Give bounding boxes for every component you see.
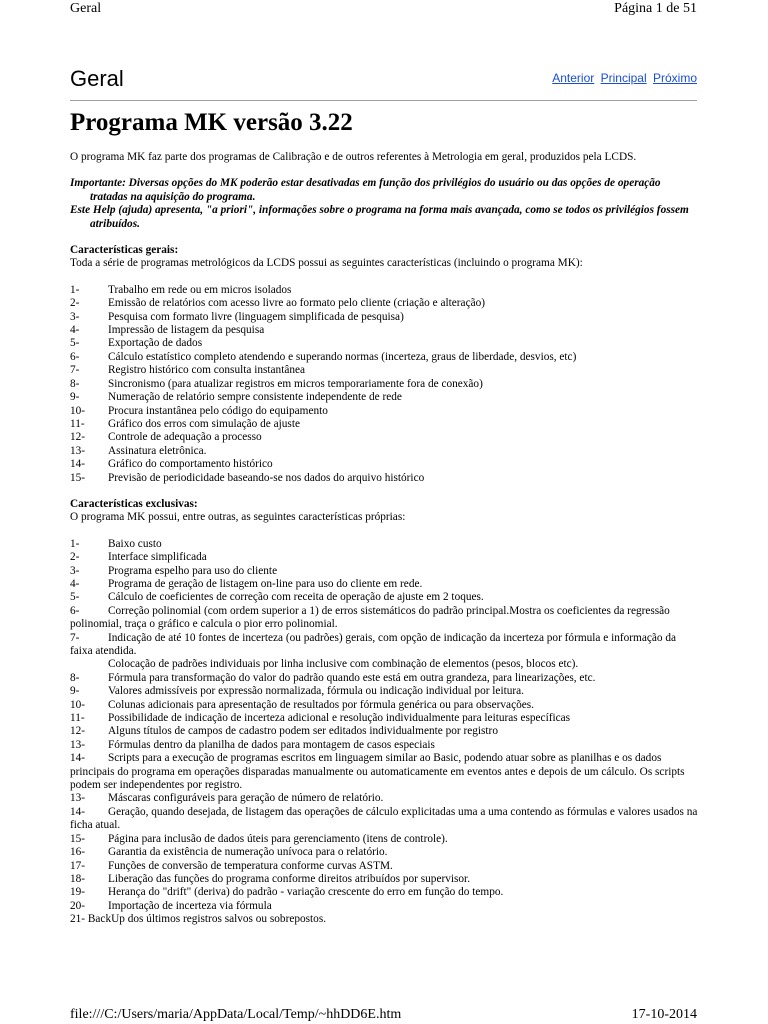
- page-number: Página 1 de 51: [614, 1, 697, 16]
- help-note: Este Help (ajuda) apresenta, "a priori", informações sobre o programa na forma mais avançada, como se todos os privilégios fossem atribuídos.: [70, 204, 689, 230]
- main-link[interactable]: Principal: [600, 71, 647, 85]
- list-item-number: 7-: [70, 364, 80, 377]
- list-item-text: Emissão de relatórios com acesso livre ao formato pelo cliente (criação e alteração): [108, 297, 486, 310]
- list-item-text: Correção polinomial (com ordem superior a 1) de erros sistemáticos do padrão principal.Mostra os coeficientes da regressão polinomial, traça o gráfico e calcula o pior erro polinomial.: [70, 604, 670, 631]
- list-item-text: Geração, quando desejada, de listagem das operações de cálculo explicitadas uma a uma contendo as fórmulas e valores usados na ficha atual.: [70, 805, 698, 832]
- list-item-text: Impressão de listagem da pesquisa: [108, 324, 265, 337]
- list-item: [70, 458, 698, 471]
- intro-paragraph: O programa MK faz parte dos programas de Calibração e de outros referentes à Metrologia em geral, produzidos pela LCDS.: [70, 151, 637, 163]
- list-item: 14- Geração, quando desejada, de listagem das operações de cálculo explicitadas uma a uma contendo as fórmulas e valores usados na ficha atual.: [70, 805, 698, 832]
- next-link[interactable]: Próximo: [652, 71, 697, 85]
- list-item-text: Garantia da existência de numeração unívoca para o relatório.: [108, 846, 388, 859]
- list-item-text: Possibilidade de indicação de incerteza adicional e resolução individualmente para leituras específicas: [108, 712, 571, 725]
- general-features-title: Características gerais:: [70, 244, 179, 257]
- topic-title: Geral: [70, 66, 124, 91]
- topic-bar: [70, 64, 697, 101]
- list-item-number: 2-: [70, 297, 80, 310]
- list-item: [70, 364, 698, 377]
- exclusive-features-intro: O programa MK possui, entre outras, as seguintes características próprias:: [70, 511, 406, 524]
- list-item-text: Cálculo estatístico completo atendendo e superando normas (incerteza, graus de liberdade, desvios, etc): [108, 350, 577, 363]
- exclusive-features-list: [70, 538, 698, 913]
- list-item-number: 1-: [70, 283, 80, 296]
- list-item: 9- Valores admissíveis por expressão normalizada, fórmula ou indicação individual por leitura.: [70, 685, 524, 698]
- list-item-text: Scripts para a execução de programas escritos em linguagem similar ao Basic, podendo atuar sobre as planilhas e os dados principais do programa em operações disparadas manualmente ou automaticamente em eventos antes e depois de um cálculo. Os scripts podem ser independentes por registro.: [70, 752, 685, 792]
- list-item-text: Programa espelho para uso do cliente: [108, 564, 278, 577]
- list-item-text: Funções de conversão de temperatura conforme curvas ASTM.: [108, 859, 393, 872]
- list-item-text: Página para inclusão de dados úteis para gerenciamento (itens de controle).: [108, 832, 448, 845]
- list-item-text: Baixo custo: [108, 537, 162, 550]
- list-item-text: Liberação das funções do programa conforme direitos atribuídos por supervisor.: [108, 872, 471, 885]
- list-item-text: Programa de geração de listagem on-line para uso do cliente em rede.: [108, 577, 423, 590]
- list-item: 6- Correção polinomial (com ordem superior a 1) de erros sistemáticos do padrão principal.Mostra os coeficientes da regressão polinomial, traça o gráfico e calcula o pior erro polinomial.: [70, 604, 670, 631]
- list-item-number: 6-: [70, 350, 80, 363]
- list-item: [70, 324, 698, 337]
- list-item-number: 5-: [70, 337, 80, 350]
- list-item: 17- Funções de conversão de temperatura conforme curvas ASTM.: [70, 859, 393, 872]
- previous-link[interactable]: Anterior: [552, 71, 595, 85]
- list-item-number: 12-: [70, 431, 86, 444]
- list-item: 19- Herança do "drift" (deriva) do padrão - variação crescente do erro em função do tempo.: [70, 886, 504, 899]
- list-item-text: Numeração de relatório sempre consistente independente de rede: [108, 391, 402, 404]
- file-path: file:///C:/Users/maria/AppData/Local/Temp/~hhDD6E.htm: [70, 1007, 402, 1022]
- list-item-text: Cálculo de coeficientes de correção com receita de operação de ajuste em 2 toques.: [108, 591, 484, 604]
- list-item: [70, 351, 698, 364]
- document-body: [70, 151, 698, 927]
- list-item-number: 3-: [70, 310, 80, 323]
- list-item-text: Registro histórico com consulta instantânea: [108, 364, 306, 377]
- list-item-text: Assinatura eletrônica.: [108, 444, 207, 457]
- list-item-text: Fórmula para transformação do valor do padrão quando este está em outra grandeza, para linearizações, etc.: [108, 671, 596, 684]
- list-item-text: Colunas adicionais para apresentação de resultados por fórmula genérica ou para observações.: [108, 698, 534, 711]
- list-item: [70, 378, 698, 391]
- list-item: 16- Garantia da existência de numeração unívoca para o relatório.: [70, 846, 388, 859]
- list-item-text: Herança do "drift" (deriva) do padrão - variação crescente do erro em função do tempo.: [108, 886, 504, 899]
- list-item: 11- Possibilidade de indicação de incerteza adicional e resolução individualmente para leituras específicas: [70, 712, 571, 725]
- topic-navigation: [549, 71, 697, 85]
- list-item-number: 8-: [70, 377, 80, 390]
- list-item-number: 13-: [70, 444, 86, 457]
- list-item: 2- Interface simplificada: [70, 551, 207, 564]
- list-item: [70, 284, 698, 297]
- list-item: 5- Cálculo de coeficientes de correção com receita de operação de ajuste em 2 toques.: [70, 591, 484, 604]
- important-note: Importante: Diversas opções do MK poderão estar desativadas em função dos privilégios do usuário ou das opções de operação tratadas na aquisição do programa.: [70, 177, 661, 203]
- print-header-title: Geral: [70, 1, 102, 16]
- list-item: [70, 445, 698, 458]
- list-item: [70, 472, 698, 485]
- list-item: 8- Fórmula para transformação do valor do padrão quando este está em outra grandeza, para linearizações, etc.: [70, 671, 596, 684]
- print-header: [70, 0, 697, 20]
- list-item: [70, 405, 698, 418]
- exclusive-features-title: Características exclusivas:: [70, 497, 198, 510]
- general-features-intro: Toda a série de programas metrológicos da LCDS possui as seguintes características (incluindo o programa MK):: [70, 257, 583, 270]
- general-features-list: [70, 284, 698, 485]
- page-title: Programa MK versão 3.22: [70, 109, 353, 136]
- list-item: [70, 431, 698, 444]
- list-item-text: Valores admissíveis por expressão normalizada, fórmula ou indicação individual por leitura.: [108, 685, 524, 698]
- list-item: 12- Alguns títulos de campos de cadastro podem ser editados individualmente por registro: [70, 725, 498, 738]
- list-item: 20- Importação de incerteza via fórmula: [70, 899, 272, 912]
- print-date: 17-10-2014: [631, 1007, 697, 1022]
- list-item: [70, 311, 698, 324]
- list-item: 15- Página para inclusão de dados úteis para gerenciamento (itens de controle).: [70, 832, 448, 845]
- list-item: 1- Baixo custo: [70, 537, 162, 550]
- list-item-text: Gráfico dos erros com simulação de ajuste: [108, 417, 300, 430]
- list-item: [70, 658, 698, 671]
- list-item-text: Gráfico do comportamento histórico: [108, 458, 273, 471]
- print-footer: [70, 1006, 697, 1024]
- list-item-text: Colocação de padrões individuais por linha inclusive com combinação de elementos (pesos, blocos etc).: [108, 658, 579, 671]
- list-item: 7- Indicação de até 10 fontes de incerteza (ou padrões) gerais, com opção de indicação da incerteza por fórmula e informação da faixa atendida.: [70, 631, 677, 657]
- list-item: 3- Programa espelho para uso do cliente: [70, 564, 278, 577]
- list-item: 4- Programa de geração de listagem on-line para uso do cliente em rede.: [70, 577, 423, 590]
- list-item: 14- Scripts para a execução de programas escritos em linguagem similar ao Basic, podendo atuar sobre as planilhas e os dados principais do programa em operações disparadas manualmente ou automaticamente em eventos antes e depois de um cálculo. Os scripts podem ser independentes por registro.: [70, 752, 685, 792]
- list-item-number: 4-: [70, 324, 80, 337]
- list-item: 18- Liberação das funções do programa conforme direitos atribuídos por supervisor.: [70, 872, 471, 885]
- list-item-text: Pesquisa com formato livre (linguagem simplificada de pesquisa): [108, 310, 404, 323]
- list-item: 13- Fórmulas dentro da planilha de dados para montagem de casos especiais: [70, 738, 435, 751]
- list-item-number: 9-: [70, 391, 80, 404]
- list-item: 13- Máscaras configuráveis para geração de número de relatório.: [70, 792, 384, 805]
- list-item-text: Sincronismo (para atualizar registros em micros temporariamente fora de conexão): [108, 377, 483, 390]
- list-item: [70, 418, 698, 431]
- list-item-text: Máscaras configuráveis para geração de número de relatório.: [108, 792, 384, 805]
- list-item-text: Importação de incerteza via fórmula: [108, 899, 272, 912]
- list-item-text: Trabalho em rede ou em micros isolados: [108, 283, 292, 296]
- list-item-text: Interface simplificada: [108, 551, 207, 564]
- list-item: [70, 337, 698, 350]
- list-item-text: Indicação de até 10 fontes de incerteza (ou padrões) gerais, com opção de indicação da incerteza por fórmula e informação da faixa atendida.: [70, 631, 677, 657]
- list-item-number: 14-: [70, 458, 86, 471]
- list-item: [70, 297, 698, 310]
- list-item-text: Fórmulas dentro da planilha de dados para montagem de casos especiais: [108, 738, 435, 751]
- list-item-text: Exportação de dados: [108, 337, 203, 350]
- list-item: [70, 391, 698, 404]
- list-item-number: 15-: [70, 471, 86, 484]
- list-item-text: Alguns títulos de campos de cadastro podem ser editados individualmente por registro: [108, 725, 498, 738]
- list-item-text: Procura instantânea pelo código do equipamento: [108, 404, 328, 417]
- list-item-number: 10-: [70, 404, 86, 417]
- list-item: 21- BackUp dos últimos registros salvos ou sobrepostos.: [70, 913, 327, 926]
- list-item-text: Previsão de periodicidade baseando-se nos dados do arquivo histórico: [108, 471, 425, 484]
- list-item-text: Controle de adequação a processo: [108, 431, 262, 444]
- list-item-number: 11-: [70, 417, 85, 430]
- list-item: 10- Colunas adicionais para apresentação de resultados por fórmula genérica ou para observações.: [70, 698, 534, 711]
